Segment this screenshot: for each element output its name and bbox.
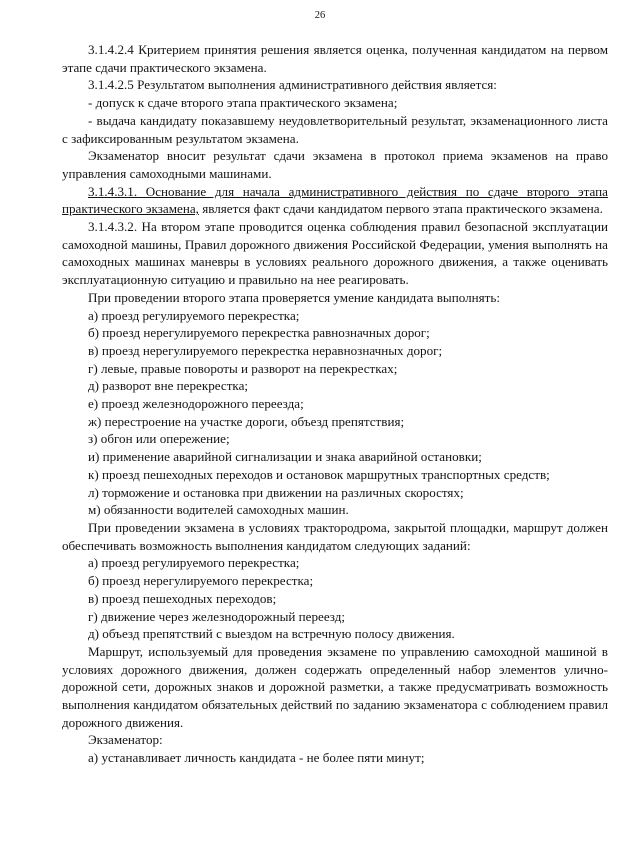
list-item: б) проезд нерегулируемого перекрестка; [88,573,314,589]
list-item: - выдача кандидату показавшему неудовлетворительный результат, экзаменационного листа с зафиксированным результатом экзамена. [62,112,608,146]
list-item: д) разворот вне перекрестка; [88,378,249,394]
list-item: в) проезд нерегулируемого перекрестка неравнозначных дорог; [88,342,443,358]
list-item: а) устанавливает личность кандидата - не более пяти минут; [88,750,425,766]
list-item: а) проезд регулируемого перекрестка; [88,555,300,571]
page-content [62,41,608,767]
list-item: в) проезд пешеходных переходов; [88,590,277,606]
list-item: а) проезд регулируемого перекрестка; [88,307,300,323]
list-item: м) обязанности водителей самоходных машин. [88,502,349,518]
list-item: г) левые, правые повороты и разворот на перекрестках; [88,360,398,376]
tasks-list [62,554,608,643]
list-item: г) движение через железнодорожный переезд; [88,608,346,624]
list-item: д) объезд препятствий с выездом на встречную полосу движения. [88,626,455,642]
paragraph-skills-intro: При проведении второго этапа проверяется умение кандидата выполнять: [88,289,501,305]
list-item: и) применение аварийной сигнализации и знака аварийной остановки; [88,449,482,465]
paragraph-tractordrome-route: При проведении экзамена в условиях трактородрома, закрытой площадки, маршрут должен обеспечивать возможность выполнения кандидатом следующих заданий: [62,519,608,553]
list-item: з) обгон или опережение; [88,431,230,447]
paragraph-decision-criterion: 3.1.4.2.4 Критерием принятия решения является оценка, полученная кандидатом на первом этапе сдачи практического экзамена. [62,42,608,75]
underlined-text: 3.1.4.3.1. Основание для начала административного действия по сдаче второго этапа практического экзамена, [62,183,608,217]
list-item: - допуск к сдаче второго этапа практического экзамена; [88,95,398,111]
list-item: л) торможение и остановка при движении на различных скоростях; [88,484,464,500]
paragraph-examiner: Экзаменатор: [88,732,163,748]
skills-list [62,307,608,519]
paragraph-action-result: 3.1.4.2.5 Результатом выполнения административного действия является: [88,77,497,93]
list-item: ж) перестроение на участке дороги, объезд препятствия; [88,413,405,429]
paragraph-text: является факт сдачи кандидатом первого этапа практического экзамена. [198,201,603,217]
paragraph-route-requirements: Маршрут, используемый для проведения экзамене по управлению самоходной машиной в условиях дорожного движения, должен содержать определенный набор элементов улично-дорожной сети, дорожных знаков и дорожной разметки, а также предусматривать возможность выполнения кандидатом обязательных действий по заданию экзаменатора с соблюдением правил дорожного движения. [62,643,608,730]
paragraph-second-stage-assessment: 3.1.4.3.2. На втором этапе проводится оценка соблюдения правил безопасной эксплуатации самоходной машины, Правил дорожного движения Российской Федерации, умения выполнять на самоходных машинах маневры в условиях реального дорожного движения, а также оценивать эксплуатационную ситуацию и правильно на нее реагировать. [62,219,608,288]
list-item: к) проезд пешеходных переходов и остановок маршрутных транспортных средств; [88,466,550,482]
paragraph-second-stage-basis [62,183,608,218]
list-item: б) проезд нерегулируемого перекрестка равнозначных дорог; [88,325,430,341]
paragraph-examiner-protocol: Экзаменатор вносит результат сдачи экзамена в протокол приема экзаменов на право управления самоходными машинами. [62,148,608,181]
list-item: е) проезд железнодорожного переезда; [88,396,304,412]
page-number: 26 [314,10,326,21]
